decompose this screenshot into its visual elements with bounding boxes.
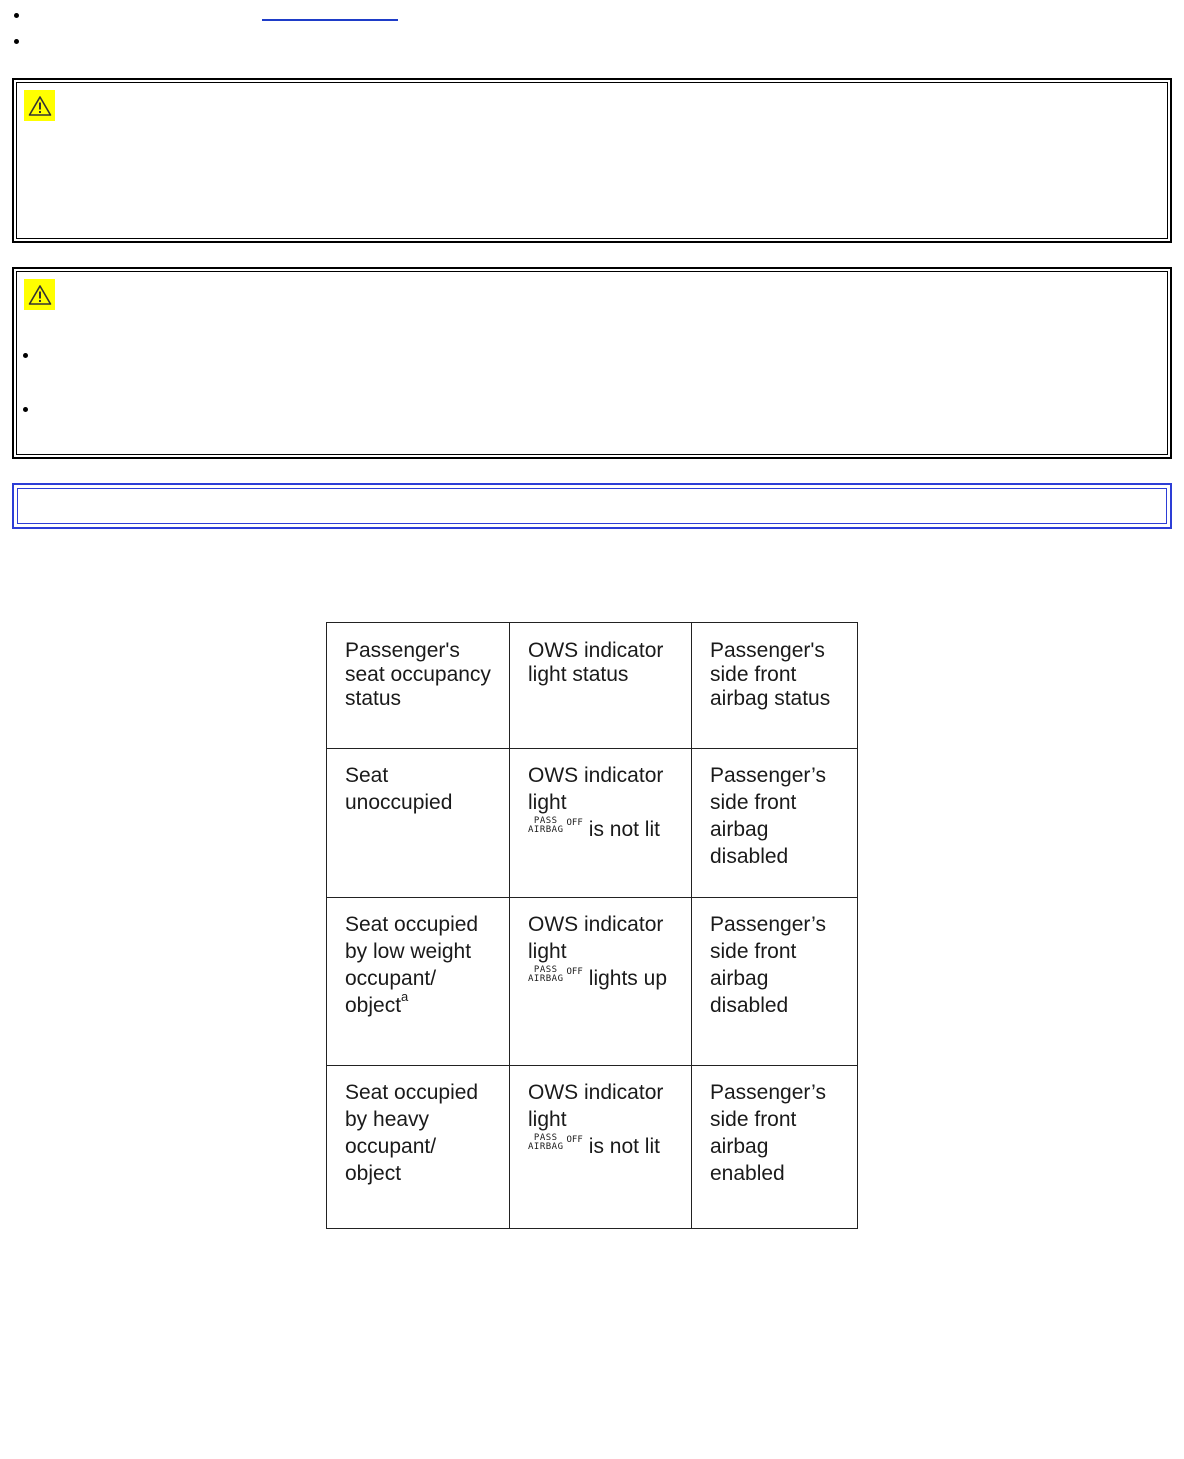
off-label: OFF [566,966,583,977]
cell-airbag [692,898,858,1066]
cell-text: Passenger’s side front airbag disabled [710,913,826,1017]
cell-text: OWS indicator light [528,764,664,814]
header-occupancy [327,623,510,749]
bullet [23,353,28,358]
top-bullet-list [0,0,1184,60]
header-indicator [510,623,692,749]
cell-occupancy [327,898,510,1066]
bullet [14,13,19,18]
header-text: OWS indicator light status [528,639,664,686]
warning-box [12,267,1172,459]
header-text: Passenger's seat occupancy status [345,639,491,710]
header-airbag [692,623,858,749]
header-text: Passenger's side front airbag status [710,639,831,710]
warning-triangle-icon [24,279,55,310]
pass-label: PASS [533,1133,558,1144]
table-row [327,749,858,898]
cell-text: Seat unoccupied [345,764,453,814]
cell-text: Passenger’s side front airbag disabled [710,764,826,868]
cell-text: lights up [588,967,667,990]
table-row [327,898,858,1066]
cell-indicator [510,749,692,898]
warning-box [12,78,1172,243]
note-box [12,483,1172,529]
ows-status-table [326,622,858,1229]
table-header-row [327,623,858,749]
cell-text: Passenger’s side front airbag enabled [710,1081,826,1185]
cell-text: is not lit [588,1135,660,1158]
bullet [14,39,19,44]
pass-airbag-off-icon [528,1134,583,1152]
airbag-label: AIRBAG [528,825,564,836]
airbag-label: AIRBAG [528,1142,564,1153]
footnote-marker: a [401,989,409,1004]
cell-occupancy [327,1066,510,1229]
cell-indicator [510,1066,692,1229]
cell-airbag [692,749,858,898]
cell-text: OWS indicator light [528,913,664,963]
cell-airbag [692,1066,858,1229]
off-label: OFF [566,1134,583,1145]
cell-text: OWS indicator light [528,1081,664,1131]
pass-airbag-off-icon [528,817,583,835]
airbag-label: AIRBAG [528,974,564,985]
off-label: OFF [566,817,583,828]
table-row [327,1066,858,1229]
cell-text: Seat occupied by low weight occupant/ object [345,913,479,1017]
top-link-underline[interactable] [262,19,398,21]
warning-triangle-icon [24,90,55,121]
cell-occupancy [327,749,510,898]
bullet [23,407,28,412]
pass-label: PASS [533,965,558,976]
cell-indicator [510,898,692,1066]
cell-text: Seat occupied by heavy occupant/ object [345,1081,479,1185]
cell-text: is not lit [588,818,660,841]
pass-airbag-off-icon [528,966,583,984]
pass-label: PASS [533,816,558,827]
